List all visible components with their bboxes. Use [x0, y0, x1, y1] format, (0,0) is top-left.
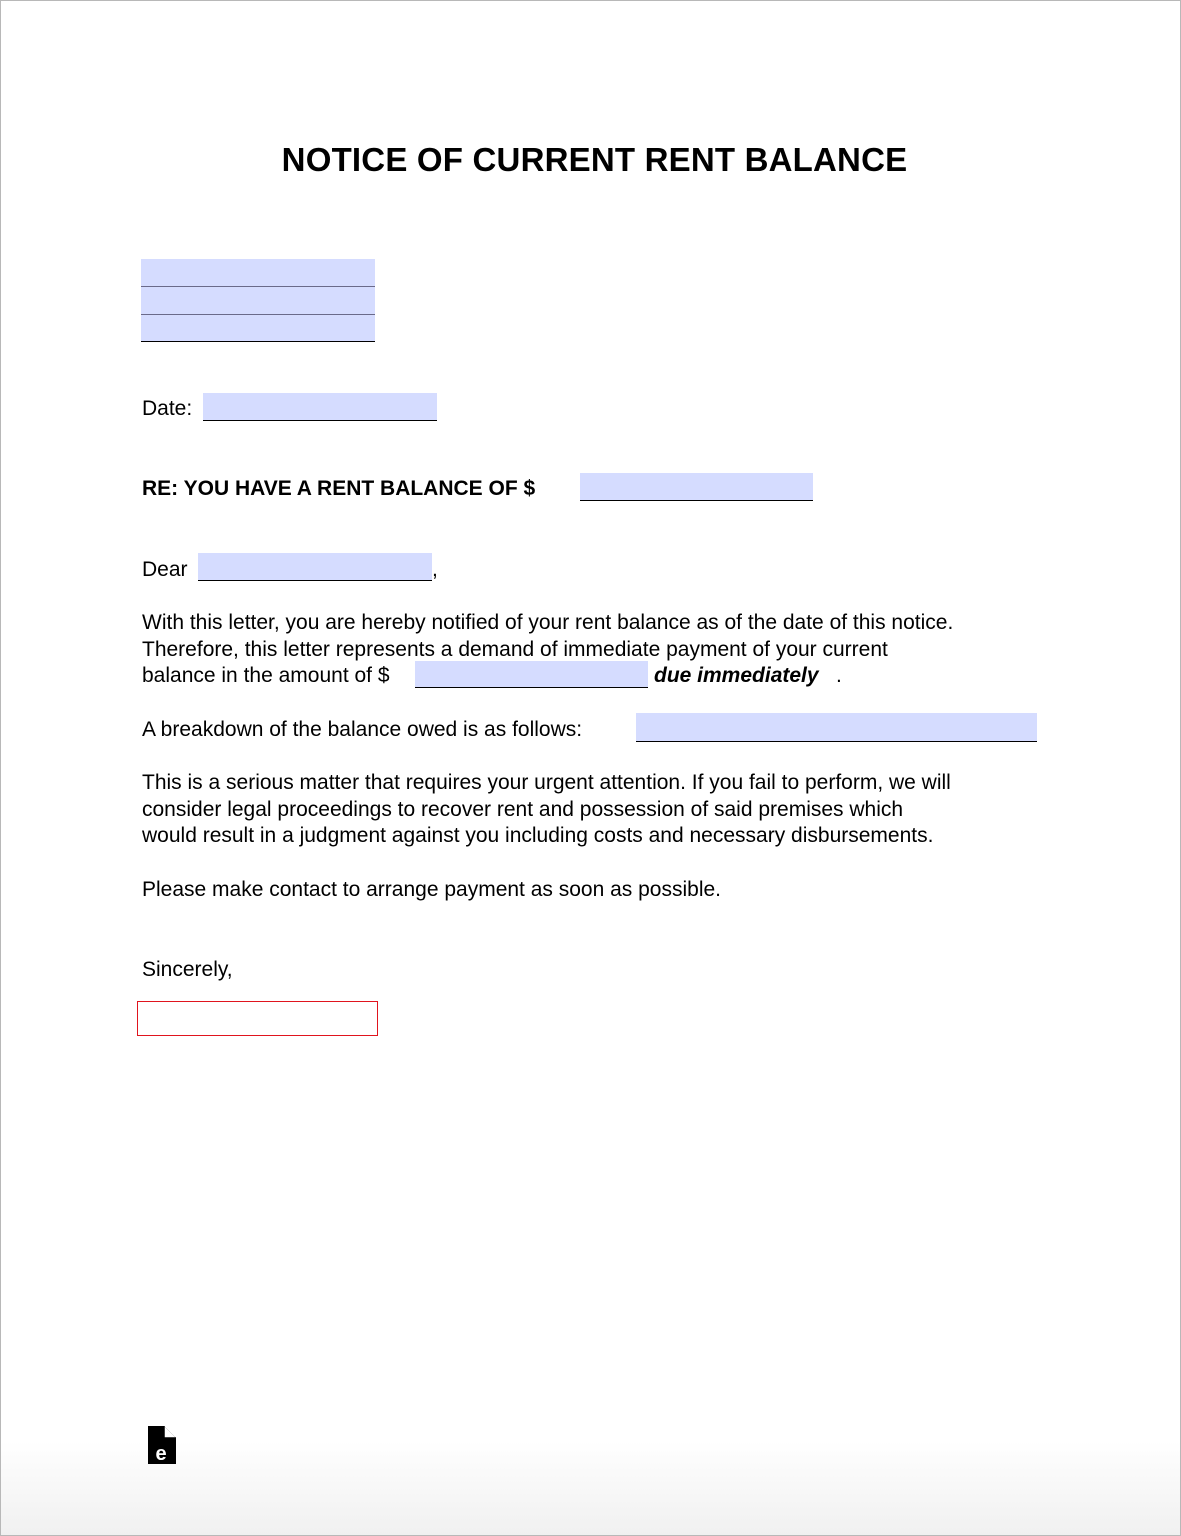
- date-label: Date:: [142, 397, 193, 420]
- paragraph1-line2: Therefore, this letter represents a demand of immediate payment of your current: [142, 638, 888, 661]
- recipient-address-line1-field[interactable]: [141, 259, 375, 287]
- paragraph2-line2: consider legal proceedings to recover rent and possession of said premises which: [142, 798, 904, 821]
- due-immediately-emphasis: due immediately: [654, 664, 819, 687]
- paragraph1-line3-prefix: balance in the amount of $: [142, 664, 390, 687]
- closing: Sincerely,: [142, 958, 233, 981]
- document-title: NOTICE OF CURRENT RENT BALANCE: [281, 141, 908, 178]
- salutation-comma: ,: [432, 558, 438, 581]
- balance-amount-field[interactable]: [415, 661, 648, 688]
- salutation: Dear: [142, 558, 188, 581]
- paragraph2-line1: This is a serious matter that requires your urgent attention. If you fail to perform, we will: [142, 771, 951, 794]
- rent-balance-field[interactable]: [580, 473, 813, 501]
- document-e-logo-icon: [147, 1425, 177, 1465]
- re-line: RE: YOU HAVE A RENT BALANCE OF $: [142, 477, 536, 500]
- recipient-address-line3-field[interactable]: [141, 315, 375, 342]
- paragraph1-line1: With this letter, you are hereby notified of your rent balance as of the date of this notice.: [142, 611, 954, 634]
- breakdown-label: A breakdown of the balance owed is as follows:: [142, 718, 583, 741]
- breakdown-field[interactable]: [636, 713, 1037, 742]
- paragraph2-line3: would result in a judgment against you including costs and necessary disbursements.: [142, 824, 934, 847]
- recipient-address-line2-field[interactable]: [141, 287, 375, 315]
- date-field[interactable]: [203, 393, 437, 421]
- paragraph3: Please make contact to arrange payment as soon as possible.: [142, 878, 721, 901]
- signature-field[interactable]: [137, 1001, 378, 1036]
- paragraph1-period: .: [836, 664, 842, 687]
- tenant-name-field[interactable]: [198, 553, 432, 581]
- svg-text:e: e: [155, 1443, 167, 1465]
